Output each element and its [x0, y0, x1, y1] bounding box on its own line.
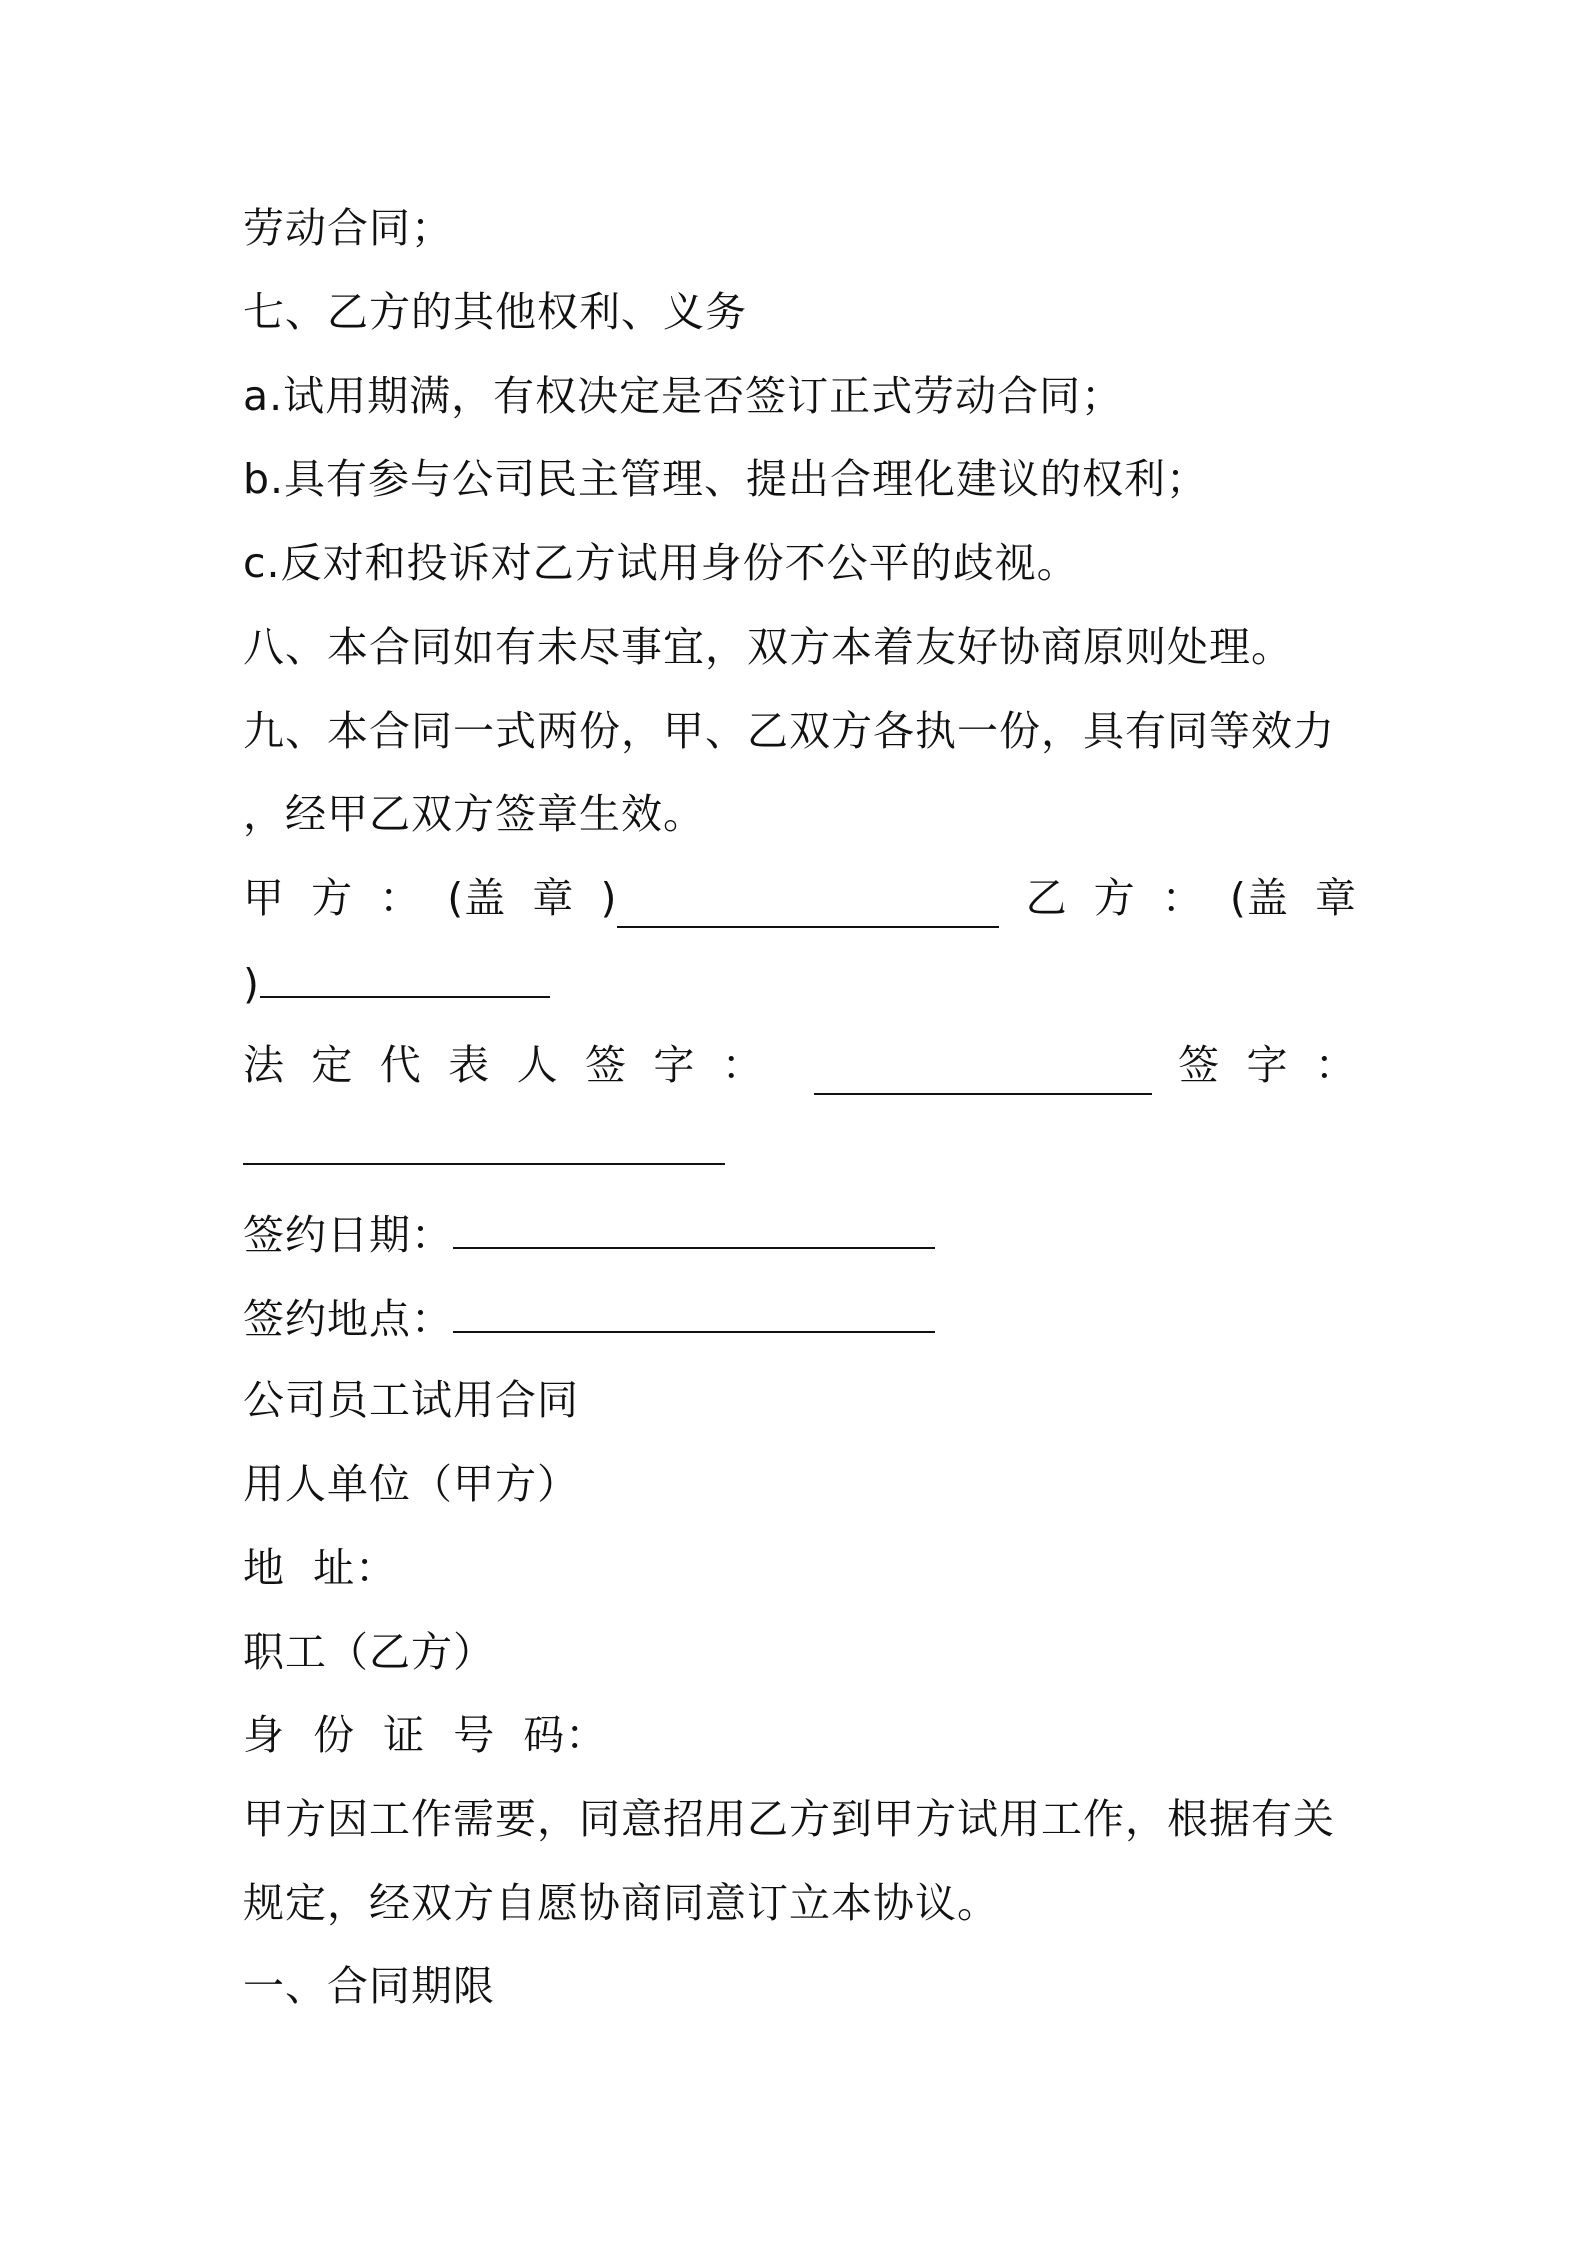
- address-label: 地 址：: [243, 1544, 398, 1592]
- party-a-char: ): [600, 874, 618, 922]
- party-a-seal-blank[interactable]: [617, 882, 999, 928]
- sign-char: ：: [1314, 1041, 1357, 1089]
- rep-char: ：: [721, 1041, 764, 1089]
- id-number-label: 身 份 证 号 码：: [243, 1711, 608, 1759]
- rep-char: 签: [584, 1041, 627, 1089]
- party-b-sign-line: [243, 1119, 725, 1179]
- sign-char: 签: [1178, 1041, 1221, 1089]
- sign-date-blank[interactable]: [453, 1203, 935, 1249]
- representative-sign-line: [243, 1035, 1357, 1095]
- party-a-char: 章: [532, 874, 575, 922]
- preamble-line-1: 甲方因工作需要，同意招用乙方到甲方试用工作，根据有关: [243, 1795, 1335, 1843]
- party-b-char: 章: [1314, 874, 1357, 922]
- party-a-seal-field: [600, 868, 999, 928]
- clause-a: a.试用期满，有权决定是否签订正式劳动合同；: [243, 372, 1124, 420]
- sign-place-label: 签约地点：: [243, 1295, 453, 1343]
- rep-char: 表: [448, 1041, 491, 1089]
- text-line: ，经甲乙双方签章生效。: [243, 790, 705, 838]
- rep-char: 法: [243, 1041, 285, 1089]
- rep-sign-blank[interactable]: [814, 1049, 1152, 1095]
- party-b-char: 乙: [1025, 874, 1068, 922]
- party-b-seal-close: ): [243, 960, 260, 1008]
- contract-title: 公司员工试用合同: [243, 1376, 579, 1424]
- preamble-line-2: 规定，经双方自愿协商同意订立本协议。: [243, 1879, 999, 1927]
- rep-char: 字: [653, 1041, 696, 1089]
- party-seal-line: [243, 868, 1357, 928]
- party-b-char: 方: [1093, 874, 1136, 922]
- employer-label: 用人单位（甲方）: [243, 1460, 579, 1508]
- party-a-char: 方: [311, 874, 354, 922]
- party-a-char: (盖: [447, 874, 507, 922]
- sign-place-line: [243, 1287, 935, 1347]
- party-a-char: ：: [379, 874, 422, 922]
- section-heading-9: 九、本合同一式两份，甲、乙双方各执一份，具有同等效力: [243, 707, 1335, 755]
- rep-char: 人: [516, 1041, 559, 1089]
- text-line: 劳动合同；: [243, 204, 453, 252]
- sign-char: 字: [1246, 1041, 1289, 1089]
- sign-date-line: [243, 1203, 935, 1263]
- section-heading-8: 八、本合同如有未尽事宜，双方本着友好协商原则处理。: [243, 623, 1293, 671]
- rep-sign-field: [722, 1035, 1152, 1095]
- party-b-seal-blank[interactable]: [260, 952, 550, 998]
- clause-c: c.反对和投诉对乙方试用身份不公平的歧视。: [243, 539, 1079, 587]
- party-b-char: ：: [1161, 874, 1204, 922]
- rep-char: 代: [379, 1041, 422, 1089]
- party-seal-line-continued: [243, 952, 550, 1012]
- party-b-char: (盖: [1229, 874, 1289, 922]
- rep-char: 定: [311, 1041, 354, 1089]
- party-a-char: 甲: [243, 874, 285, 922]
- employee-label: 职工（乙方）: [243, 1628, 495, 1676]
- sign-place-blank[interactable]: [453, 1287, 935, 1333]
- party-b-sign-blank[interactable]: [243, 1119, 725, 1165]
- sign-date-label: 签约日期：: [243, 1211, 453, 1259]
- section-heading-1: 一、合同期限: [243, 1962, 495, 2010]
- clause-b: b.具有参与公司民主管理、提出合理化建议的权利；: [243, 455, 1209, 503]
- section-heading-7: 七、乙方的其他权利、义务: [243, 288, 747, 336]
